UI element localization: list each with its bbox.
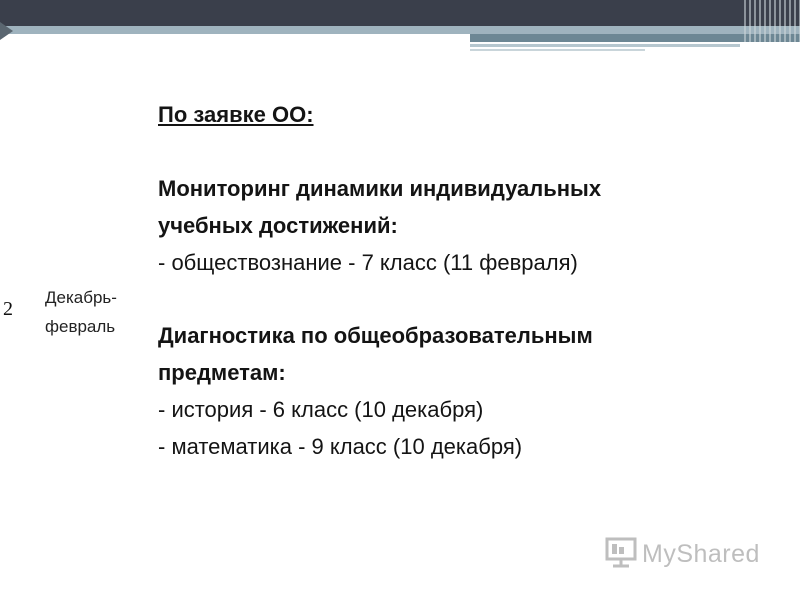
- row-number: 2: [3, 298, 13, 320]
- header-accent-line-thin: [470, 49, 645, 51]
- section-title-line: предметам:: [158, 360, 286, 385]
- header-band-light: [0, 26, 800, 34]
- slide-content: [158, 96, 778, 465]
- header-band: [0, 0, 800, 26]
- spacer: [158, 281, 778, 317]
- header-accent-line: [470, 44, 740, 47]
- section-title-line: Мониторинг динамики индивидуальных: [158, 176, 602, 201]
- list-item: - математика - 9 класс (10 декабря): [158, 434, 523, 459]
- period-cell: Декабрь- февраль: [45, 288, 117, 336]
- spacer: [158, 133, 778, 170]
- slide-marker-icon: [0, 22, 13, 40]
- section-title-line: Диагностика по общеобразовательным: [158, 323, 593, 348]
- header-stripes: [744, 0, 800, 42]
- section-title-line: учебных достижений:: [158, 213, 398, 238]
- list-item: - обществознание - 7 класс (11 февраля): [158, 250, 578, 275]
- watermark: [604, 535, 760, 574]
- content-heading: По заявке ОО:: [158, 102, 314, 127]
- watermark-text: MyShared: [642, 540, 760, 568]
- presentation-board-icon: [604, 535, 638, 574]
- list-item: - история - 6 класс (10 декабря): [158, 397, 484, 422]
